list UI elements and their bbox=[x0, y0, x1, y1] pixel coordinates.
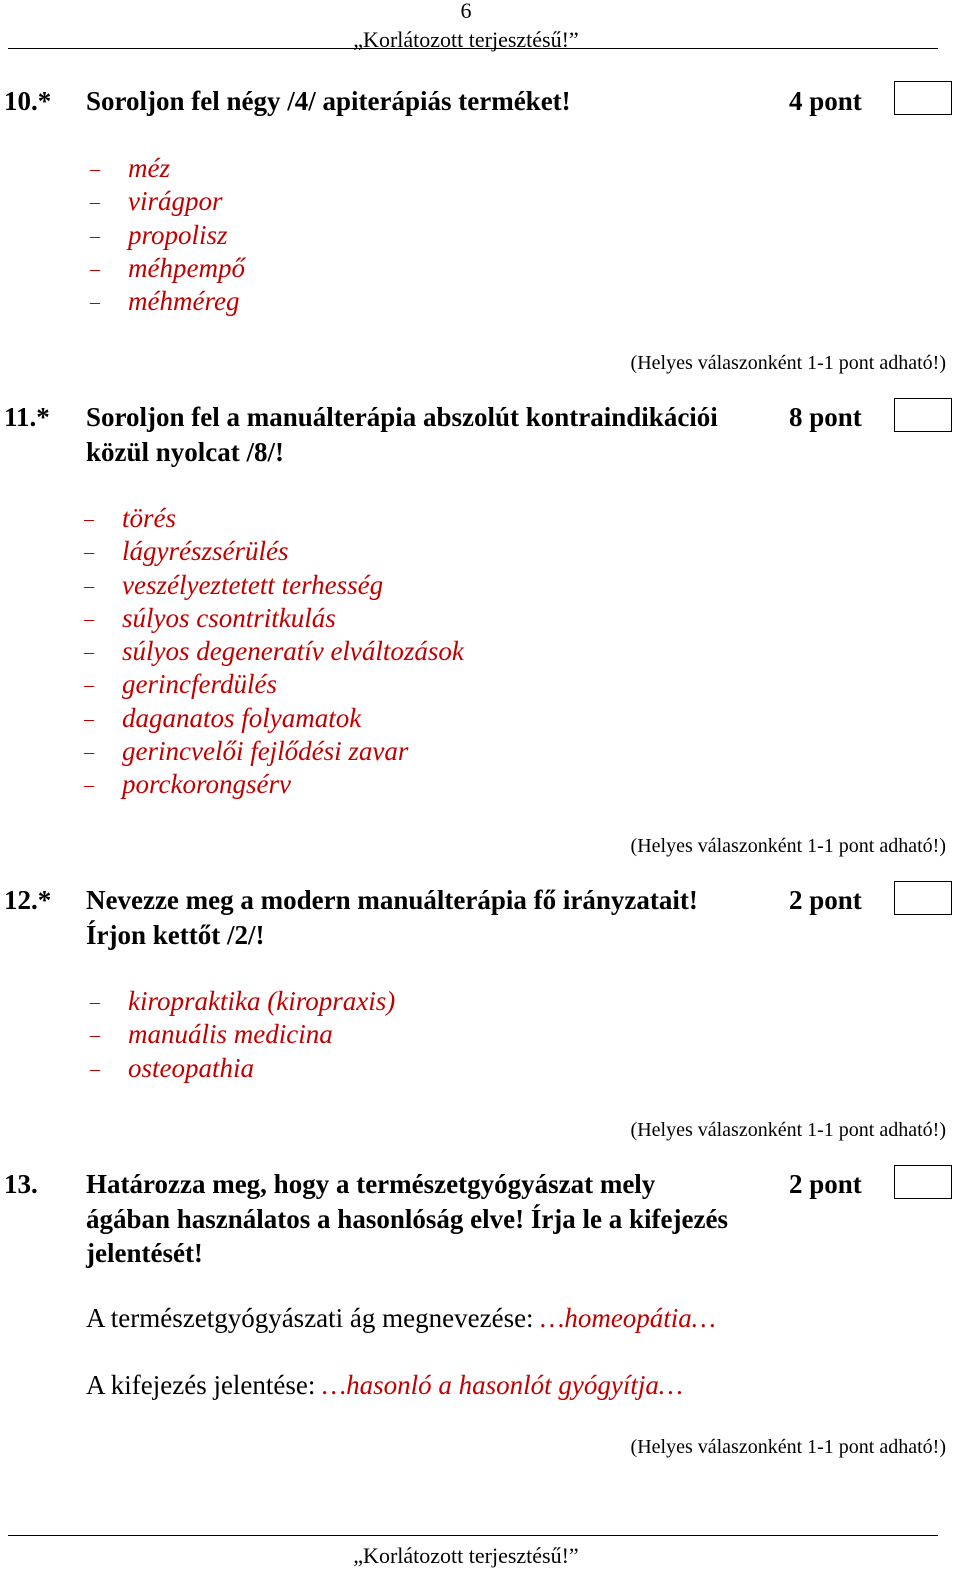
dash-bullet: – bbox=[90, 257, 100, 280]
answer-text: kiropraktika (kiropraxis) bbox=[128, 986, 396, 1016]
question-12-points: 2 pont bbox=[789, 885, 862, 915]
answer-text: gerincferdülés bbox=[122, 669, 277, 700]
answer-item bbox=[84, 535, 464, 568]
question-13-points: 2 pont bbox=[789, 1169, 862, 1199]
header-rule bbox=[8, 48, 938, 49]
answer-text: propolisz bbox=[128, 219, 228, 250]
answer-text: súlyos csontritkulás bbox=[122, 602, 336, 633]
answer-item bbox=[90, 285, 245, 318]
answer-text: méz bbox=[128, 153, 170, 183]
answer-item bbox=[84, 569, 464, 602]
dash-bullet: – bbox=[84, 607, 94, 630]
question-11-text-line2: közül nyolcat /8/! bbox=[86, 437, 285, 467]
question-13-text-line1: Határozza meg, hogy a természetgyógyászat mely bbox=[86, 1169, 656, 1199]
answer-text: lágyrészsérülés bbox=[122, 536, 289, 567]
question-11-score-box[interactable] bbox=[894, 398, 952, 432]
answer-item bbox=[84, 635, 464, 668]
question-10-answer-list bbox=[90, 152, 245, 318]
answer-item bbox=[84, 502, 464, 535]
answer-text: törés bbox=[122, 503, 176, 533]
answer-text: méhpempő bbox=[128, 252, 245, 283]
dash-bullet: – bbox=[84, 541, 94, 564]
dash-bullet: – bbox=[90, 1024, 100, 1047]
question-10-points: 4 pont bbox=[789, 86, 862, 116]
question-11-points: 8 pont bbox=[789, 402, 862, 432]
question-11-answer-list bbox=[84, 502, 464, 802]
dash-bullet: – bbox=[90, 224, 100, 247]
footer-rule bbox=[8, 1535, 938, 1536]
header-restriction-text: „Korlátozott terjesztésű!” bbox=[353, 27, 579, 52]
question-12-scoring-note: (Helyes válaszonként 1-1 pont adható!) bbox=[630, 1119, 946, 1141]
question-12-text-line2: Írjon kettőt /2/! bbox=[86, 920, 265, 950]
dash-bullet: – bbox=[90, 1057, 100, 1080]
answer-item bbox=[90, 985, 395, 1018]
answer-item bbox=[84, 768, 464, 801]
question-13-branch-line bbox=[86, 1301, 716, 1335]
answer-item bbox=[90, 1018, 395, 1051]
question-11-text-line1: Soroljon fel a manuálterápia abszolút kontraindikációi bbox=[86, 402, 718, 432]
dash-bullet: – bbox=[84, 774, 94, 797]
answer-text: manuális medicina bbox=[128, 1019, 333, 1050]
meaning-label: A kifejezés jelentése: bbox=[86, 1370, 323, 1400]
dash-bullet: – bbox=[90, 158, 100, 180]
question-12-number: 12.* bbox=[4, 885, 52, 915]
dash-bullet: – bbox=[84, 508, 94, 530]
question-10-number: 10.* bbox=[4, 86, 52, 116]
answer-text: gerincvelői fejlődési zavar bbox=[122, 736, 409, 767]
question-13-text-line3: jelentését! bbox=[86, 1238, 203, 1268]
answer-item bbox=[90, 219, 245, 252]
dash-bullet: – bbox=[90, 991, 100, 1013]
question-10-text: Soroljon fel négy /4/ apiterápiás terméket! bbox=[86, 86, 571, 116]
question-13-score-box[interactable] bbox=[894, 1165, 952, 1199]
dash-bullet: – bbox=[90, 291, 100, 314]
question-11-number: 11.* bbox=[4, 402, 50, 432]
answer-text: súlyos degeneratív elváltozások bbox=[122, 636, 464, 667]
answer-text: daganatos folyamatok bbox=[122, 702, 362, 733]
dash-bullet: – bbox=[84, 641, 94, 664]
answer-text: porckorongsérv bbox=[122, 769, 291, 800]
answer-item bbox=[90, 152, 245, 185]
answer-text: veszélyeztetett terhesség bbox=[122, 569, 384, 600]
dash-bullet: – bbox=[84, 574, 94, 597]
answer-item bbox=[84, 602, 464, 635]
answer-item bbox=[84, 668, 464, 701]
answer-text: osteopathia bbox=[128, 1052, 254, 1083]
question-12-text-line1: Nevezze meg a modern manuálterápia fő irányzatait! bbox=[86, 885, 698, 915]
answer-item bbox=[90, 1052, 395, 1085]
branch-label: A természetgyógyászati ág megnevezése: bbox=[86, 1303, 541, 1333]
question-13-number: 13. bbox=[4, 1169, 38, 1199]
dash-bullet: – bbox=[84, 707, 94, 730]
answer-item bbox=[90, 252, 245, 285]
answer-text: méhméreg bbox=[128, 286, 240, 317]
answer-item bbox=[90, 185, 245, 218]
question-13-meaning-line bbox=[86, 1368, 683, 1402]
question-10-score-box[interactable] bbox=[894, 81, 952, 115]
meaning-answer: …hasonló a hasonlót gyógyítja… bbox=[322, 1370, 683, 1400]
question-10-scoring-note: (Helyes válaszonként 1-1 pont adható!) bbox=[630, 352, 946, 374]
answer-item bbox=[84, 735, 464, 768]
question-11-scoring-note: (Helyes válaszonként 1-1 pont adható!) bbox=[630, 835, 946, 857]
dash-bullet: – bbox=[90, 191, 100, 214]
footer-restriction-text: „Korlátozott terjesztésű!” bbox=[353, 1543, 579, 1568]
question-12-score-box[interactable] bbox=[894, 881, 952, 915]
question-13-scoring-note: (Helyes válaszonként 1-1 pont adható!) bbox=[630, 1436, 946, 1458]
answer-text: virágpor bbox=[128, 186, 223, 217]
dash-bullet: – bbox=[84, 741, 94, 764]
question-12-answer-list bbox=[90, 985, 395, 1085]
branch-answer: …homeopátia… bbox=[540, 1303, 716, 1333]
question-13-text-line2: ágában használatos a hasonlóság elve! Írja le a kifejezés bbox=[86, 1204, 728, 1234]
answer-item bbox=[84, 702, 464, 735]
dash-bullet: – bbox=[84, 674, 94, 697]
page-number: 6 bbox=[460, 0, 472, 23]
